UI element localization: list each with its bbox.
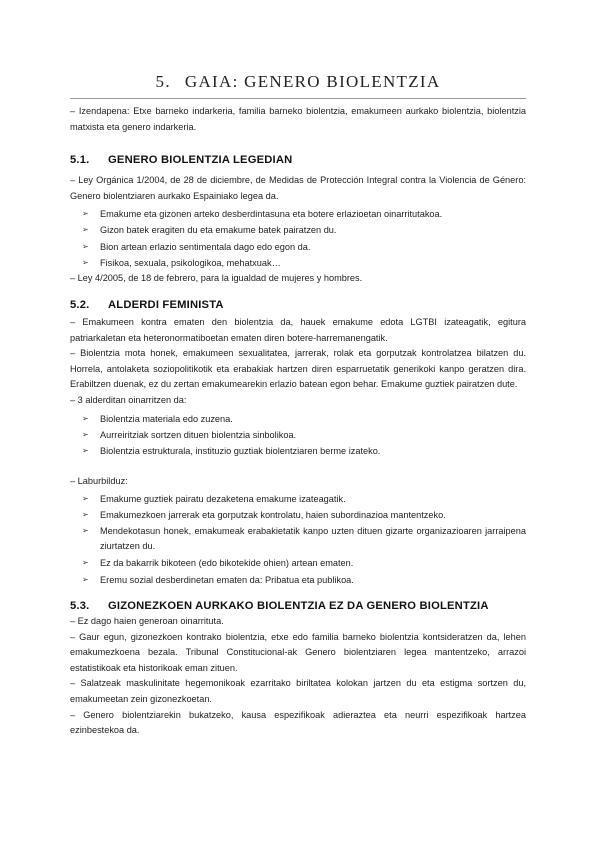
- list-item: ➢ Gizon batek eragiten du eta emakume batek pairatzen du.: [70, 222, 526, 238]
- intro-block: [70, 104, 526, 135]
- bullet-list: [70, 206, 526, 271]
- paragraph: – Emakumeen kontra ematen den biolentzia da, hauek emakume edota LGTBI izateagatik, egitura patriarkaletan eta heteronormatiboetan ematen diren botere-harremanengatik.: [70, 317, 526, 343]
- paragraph: – Ley Orgánica 1/2004, de 28 de diciembre, de Medidas de Protección Integral contra la Violencia de Género: Genero biolentziaren aurkako Espainiako legea da.: [70, 175, 526, 201]
- arrow-bullet-icon: ➢: [82, 413, 89, 423]
- section-number: 5.1.: [70, 154, 90, 166]
- chapter-title-text: GAIA: GENERO BIOLENTZIA: [184, 72, 441, 91]
- summary-bullet-list: [70, 491, 526, 588]
- section-heading: [70, 599, 526, 613]
- arrow-bullet-icon: ➢: [82, 445, 89, 455]
- list-item: ➢ Ez da bakarrik bikoteen (edo bikotekide ohien) artean ematen.: [70, 555, 526, 571]
- list-item: ➢ Emakume eta gizonen arteko desberdintasuna eta botere erlazioetan oinarritutakoa.: [70, 206, 526, 222]
- section-5-3-body: [70, 614, 526, 739]
- list-item: ➢ Eremu sozial desberdinetan ematen da: Pribatua eta publikoa.: [70, 572, 526, 588]
- section-title: GIZONEZKOEN AURKAKO BIOLENTZIA EZ DA GENERO BIOLENTZIA: [108, 600, 489, 612]
- section-title: ALDERDI FEMINISTA: [108, 299, 224, 311]
- section-5-2: [70, 298, 526, 312]
- arrow-bullet-icon: ➢: [82, 574, 89, 584]
- list-item: ➢ Mendekotasun honek, emakumeak erabakietatik kanpo uzten dituen gizarte organizazioaren jarraipena ziurtatzen du.: [70, 523, 526, 555]
- section-heading: [70, 298, 526, 312]
- summary-block: [70, 474, 526, 588]
- list-item: ➢ Emakumezkoen jarrerak eta gorputzak kontrolatu, haien subordinazioa mantentzeko.: [70, 507, 526, 523]
- list-item: ➢ Emakume guztiek pairatu dezaketena emakume izateagatik.: [70, 491, 526, 507]
- section-title: GENERO BIOLENTZIA LEGEDIAN: [108, 154, 293, 166]
- arrow-bullet-icon: ➢: [82, 257, 89, 267]
- section-5-1: [70, 153, 526, 167]
- arrow-bullet-icon: ➢: [82, 225, 89, 235]
- list-item: ➢ Aurreiritziak sortzen dituen biolentzia sinbolikoa.: [70, 427, 526, 443]
- paragraph: – 3 alderditan oinarritzen da:: [70, 394, 187, 405]
- paragraph: – Salatzeak maskulinitate hegemonikoak ezarritako biriltatea kolokan jartzen du eta estigma sortzen du, emakumeetan zein gizonezkoetan.: [70, 678, 526, 704]
- arrow-bullet-icon: ➢: [82, 241, 89, 251]
- list-item: ➢ Fisikoa, sexuala, psikologikoa, mehatxuak…: [70, 255, 526, 271]
- chapter-number: 5.: [155, 72, 171, 91]
- section-5-1-body: [70, 173, 526, 287]
- summary-label: – Laburbilduz:: [70, 476, 128, 486]
- arrow-bullet-icon: ➢: [82, 493, 89, 503]
- arrow-bullet-icon: ➢: [82, 209, 89, 219]
- arrow-bullet-icon: ➢: [82, 429, 89, 439]
- bullet-list: [70, 411, 526, 460]
- list-item: ➢ Biolentzia materiala edo zuzena.: [70, 411, 526, 427]
- arrow-bullet-icon: ➢: [82, 526, 89, 535]
- list-item: ➢ Bion artean erlazio sentimentala dago edo egon da.: [70, 239, 526, 255]
- paragraph: – Biolentzia mota honek, emakumeen sexualitatea, jarrerak, rolak eta gorputzak kontrolatzea bilatzen du. Horrela, antolaketa soziopolitikotik eta erabakiak hartzen diren esparruetatik generikoki kanpo geratzen dira. Erabiltzen duenak, ez du zertan emakumearekin erlazio batean egon behar. Emakume guztiek pairatzen dute.: [70, 348, 526, 390]
- section-5-3: [70, 599, 526, 613]
- section-5-2-body: [70, 315, 526, 459]
- list-item: ➢ Biolentzia estrukturala, instituzio guztiak biolentziaren berme izateko.: [70, 443, 526, 459]
- section-heading: [70, 153, 526, 167]
- intro-paragraph: – Izendapena: Etxe barneko indarkeria, familia barneko biolentzia, emakumeen aurkako biolentzia, biolentzia matxista eta genero indarkeria.: [70, 106, 526, 132]
- paragraph: – Ez dago haien generoan oinarrituta.: [70, 616, 224, 626]
- arrow-bullet-icon: ➢: [82, 558, 89, 568]
- paragraph: – Gaur egun, gizonezkoen kontrako biolentzia, etxe edo familia barneko biolentzia kontsideratzen da, lehen emakumezkoena bezala. Tribunal Constitucional-ak Genero biolentziaren legea mantentzeko, arrazoi estatistikoak eta historikoak eman zituen.: [70, 631, 526, 673]
- arrow-bullet-icon: ➢: [82, 509, 89, 519]
- title-divider: [70, 98, 526, 99]
- section-number: 5.2.: [70, 299, 90, 311]
- chapter-title: [70, 72, 526, 92]
- paragraph: – Genero biolentziarekin bukatzeko, kausa espezifikoak adieraztea eta neurri espezifikoak hartzea ezinbestekoa da.: [70, 709, 526, 736]
- paragraph: – Ley 4/2005, de 18 de febrero, para la igualdad de mujeres y hombres.: [70, 273, 363, 283]
- section-number: 5.3.: [70, 600, 90, 612]
